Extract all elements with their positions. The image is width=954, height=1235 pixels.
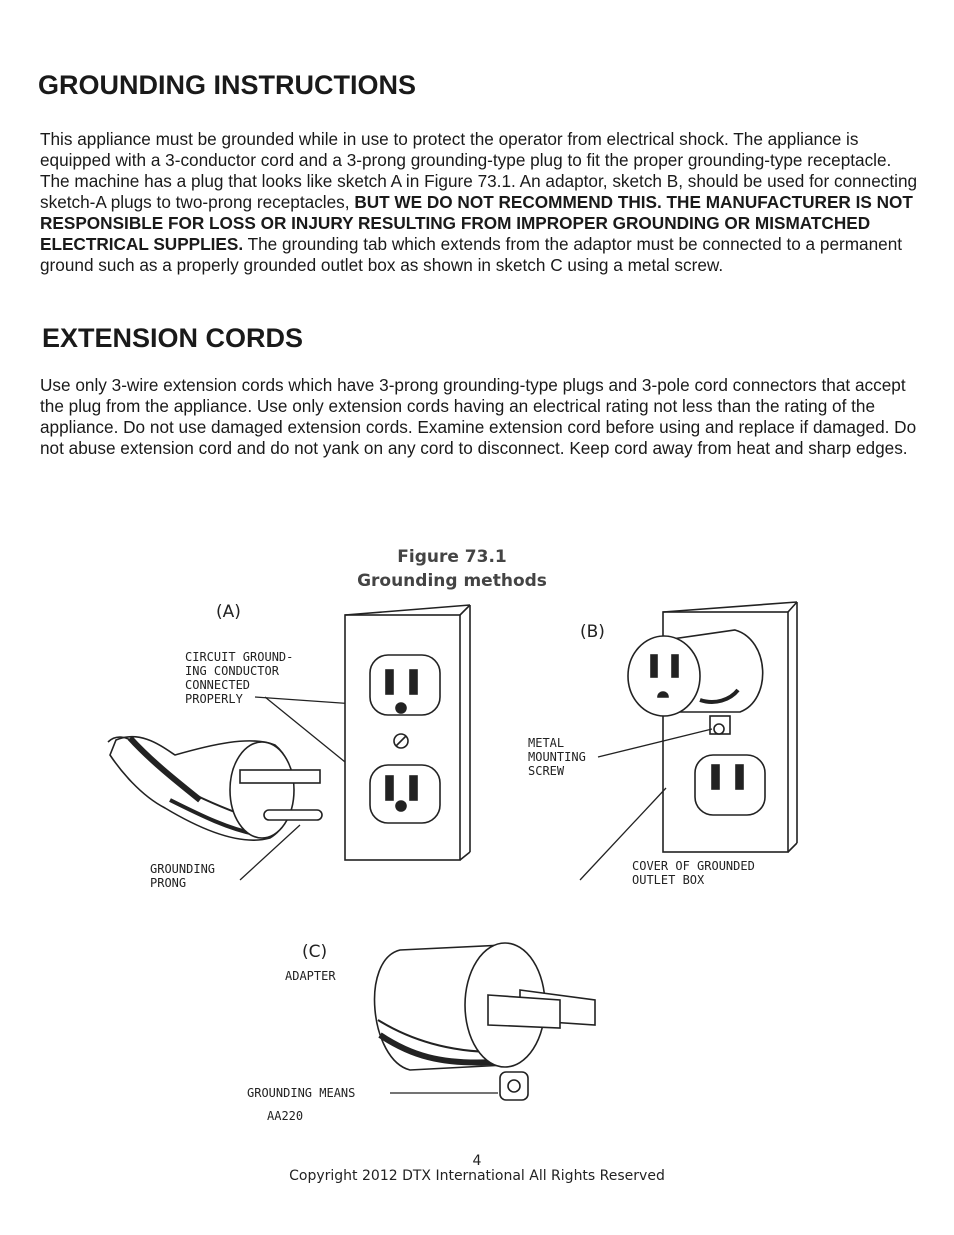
cover-label	[632, 859, 755, 887]
figure-grounding-methods	[0, 530, 954, 1130]
svg-text:COVER OF GROUNDED: COVER OF GROUNDED	[632, 859, 755, 873]
svg-text:METAL: METAL	[528, 736, 565, 750]
figure-title-line1: Figure 73.1	[397, 547, 507, 567]
svg-text:MOUNTING: MOUNTING	[528, 750, 586, 764]
outlet-b-illustration	[628, 602, 797, 852]
grounding-prong-label	[150, 862, 215, 890]
svg-text:PROPERLY: PROPERLY	[185, 692, 243, 706]
conductor-label	[185, 650, 293, 706]
grounding-means-label: GROUNDING MEANS	[247, 1086, 356, 1100]
adapter-illustration	[375, 943, 595, 1100]
grounding-text-1: This appliance must be grounded while in use to protect the operator from electrical shock. The appliance is equipped with a 3-conductor cord and a 3-prong grounding-type plug to fit the proper grounding-type receptacle. The machine has a plug that looks like sketch A in Figure 73.1. An adaptor, sketch B, should be used for connecting sketch-A plugs to two-prong receptacles,	[40, 129, 918, 212]
grounding-warning-text: BUT WE DO NOT RECOMMEND THIS. THE MANUFACTURER IS NOT RESPONSIBLE FOR LOSS OR INJURY RESULTING FROM IMPROPER GROUNDING OR MISMATCHED ELECTRICAL SUPPLIES.	[40, 192, 913, 254]
svg-text:CONNECTED: CONNECTED	[185, 678, 251, 692]
heading-grounding-instructions: GROUNDING INSTRUCTIONS	[38, 70, 416, 100]
svg-text:OUTLET BOX: OUTLET BOX	[632, 873, 705, 887]
sketch-a-label: (A)	[216, 602, 241, 622]
sketch-b-label: (B)	[580, 622, 605, 642]
grounding-paragraph	[40, 129, 920, 276]
extension-paragraph: Use only 3-wire extension cords which have 3-prong grounding-type plugs and 3-pole cord connectors that accept the plug from the appliance. Use only extension cords having an electrical rating not less than the rating of the appliance. Do not use damaged extension cords. Examine extension cord before using and replace if damaged. Do not abuse extension cord and do not yank on any cord to disconnect. Keep cord away from heat and sharp edges.	[40, 375, 917, 458]
svg-text:CIRCUIT GROUND-: CIRCUIT GROUND-	[185, 650, 294, 664]
svg-text:SCREW: SCREW	[528, 764, 565, 778]
adapter-label: ADAPTER	[285, 969, 336, 983]
heading-extension-cords: EXTENSION CORDS	[42, 323, 304, 353]
figure-title-line2: Grounding methods	[357, 571, 547, 591]
plug-a-illustration	[108, 737, 322, 840]
outlet-a-illustration	[345, 605, 470, 860]
svg-text:PRONG: PRONG	[150, 876, 187, 890]
svg-text:ING CONDUCTOR: ING CONDUCTOR	[185, 664, 279, 678]
figure-code-label: AA220	[267, 1109, 304, 1123]
page-number: 4	[472, 1153, 482, 1169]
svg-text:GROUNDING: GROUNDING	[150, 862, 216, 876]
grounding-text-2: The grounding tab which extends from the adaptor must be connected to a permanent ground such as a properly grounded outlet box as shown in sketch C using a metal screw.	[40, 234, 903, 275]
copyright-notice: Copyright 2012 DTX International All Rights Reserved	[289, 1168, 665, 1184]
sketch-c-label: (C)	[302, 942, 328, 962]
screw-label	[528, 736, 586, 778]
